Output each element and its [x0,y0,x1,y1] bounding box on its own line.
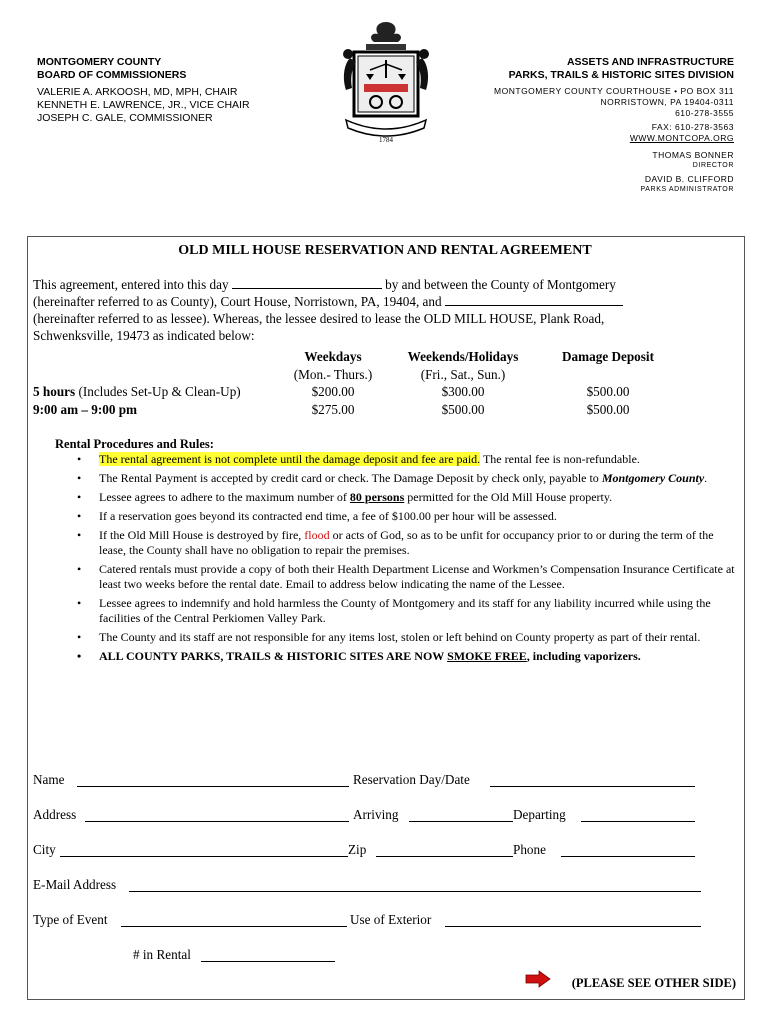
commissioner-1: VALERIE A. ARKOOSH, MD, MPH, CHAIR [37,86,238,98]
procedures-title: Rental Procedures and Rules: [55,437,214,451]
website-link[interactable]: WWW.MONTCOPA.ORG [629,133,734,143]
svg-text:1784: 1784 [379,136,393,144]
email-label: E-Mail Address [33,877,117,892]
administrator-name: DAVID B. CLIFFORD [644,174,734,184]
name-field[interactable] [77,772,349,787]
commissioners-block [37,56,317,125]
departing-field[interactable] [581,807,695,822]
list-item: • The Rental Payment is accepted by credit card or check. The Damage Deposit by check only, payable to Montgomery County. [99,471,735,486]
phone-label: Phone [513,842,546,857]
weekdays-subheader: (Mon.- Thurs.) [293,366,373,382]
intro-line3: (hereinafter referred to as lessee). Whereas, the lessee desired to lease the OLD MILL HOUSE, Plank Road, [33,311,605,326]
deposit-header: Damage Deposit [562,349,654,364]
commissioner-2: KENNETH E. LAWRENCE, JR., VICE CHAIR [37,99,250,111]
weekends-subheader: (Fri., Sat., Sun.) [420,366,506,382]
list-item: • Lessee agrees to adhere to the maximum number of 80 persons permitted for the Old Mill House property. [99,490,735,505]
event-type-field[interactable] [121,912,347,927]
rental-procedures [55,437,735,668]
address-line2: NORRISTOWN, PA 19404-0311 [600,97,734,107]
right-arrow-icon [525,970,551,988]
dept-line2: PARKS, TRAILS & HISTORIC SITES DIVISION [508,69,734,81]
row1-label: 5 hours (Includes Set-Up & Clean-Up) [33,384,241,399]
director-title: DIRECTOR [692,162,734,169]
director-name: THOMAS BONNER [652,150,734,160]
agreement-title: OLD MILL HOUSE RESERVATION AND RENTAL AGREEMENT [178,243,592,258]
num-rental-label: # in Rental [133,947,191,962]
email-field[interactable] [129,877,701,892]
row2-label: 9:00 am – 9:00 pm [33,401,138,417]
dept-line1: ASSETS AND INFRASTRUCTURE [566,56,734,68]
arriving-field[interactable] [409,807,513,822]
city-field[interactable] [60,842,348,857]
intro-line1b: by and between the County of Montgomery [385,277,616,292]
lessee-name-field[interactable] [445,304,623,306]
address-line1: MONTGOMERY COUNTY COURTHOUSE • PO BOX 311 [494,86,734,96]
intro-line1a: This agreement, entered into this day [33,277,229,292]
row1-weekend-price: $300.00 [441,384,485,399]
arriving-label: Arriving [353,807,399,822]
address-label: Address [33,807,77,822]
weekends-header: Weekends/Holidays [407,349,519,364]
list-item: • Lessee agrees to indemnify and hold harmless the County of Montgomery and its staff for any liability incurred while using the facilities of the Central Perkiomen Valley Park. [99,596,735,626]
exterior-label: Use of Exterior [350,912,432,927]
org-name-line2: BOARD OF COMMISSIONERS [37,69,187,81]
commissioner-3: JOSEPH C. GALE, COMMISSIONER [37,112,213,124]
city-label: City [33,842,56,857]
departing-label: Departing [513,807,566,822]
list-item: • Catered rentals must provide a copy of both their Health Department License and Workmen’s Compensation Insurance Certificate at least two weeks before the rental date. Email to address below indicating the name of the Lessee. [99,562,735,592]
department-block [414,56,734,194]
phone-field[interactable] [561,842,695,857]
num-rental-field[interactable] [201,947,335,962]
name-label: Name [33,772,65,787]
org-name-line1: MONTGOMERY COUNTY [37,56,162,68]
phone-number: 610-278-3555 [675,108,734,118]
list-item: • The County and its staff are not responsible for any items lost, stolen or left behind on County property as part of their rental. [99,630,735,645]
row1-deposit: $500.00 [586,384,630,399]
agreement-date-field[interactable] [232,287,382,289]
row2-deposit: $500.00 [586,401,630,417]
row2-weekday-price: $275.00 [311,401,355,417]
intro-line4: Schwenksville, 19473 as indicated below: [33,328,255,343]
agreement-intro [33,276,733,344]
zip-label: Zip [348,842,367,857]
list-item: • If the Old Mill House is destroyed by fire, flood or acts of God, so as to be unfit for occupancy prior to or during the term of the lease, the County shall have no obligation to repair the premises. [99,528,735,558]
exterior-field[interactable] [445,912,701,927]
list-item: • ALL COUNTY PARKS, TRAILS & HISTORIC SITES ARE NOW SMOKE FREE, including vaporizers. [99,649,735,664]
see-other-side-note: (PLEASE SEE OTHER SIDE) [571,976,736,990]
event-type-label: Type of Event [33,912,108,927]
zip-field[interactable] [376,842,513,857]
list-item: • The rental agreement is not complete until the damage deposit and fee are paid. The rental fee is non-refundable. [99,452,735,467]
list-item: • If a reservation goes beyond its contracted end time, a fee of $100.00 per hour will be assessed. [99,509,735,524]
row2-weekend-price: $500.00 [441,401,485,417]
reservation-date-field[interactable] [490,772,695,787]
intro-line2: (hereinafter referred to as County), Court House, Norristown, PA, 19404, and [33,294,442,309]
weekdays-header: Weekdays [304,349,362,364]
address-field[interactable] [85,807,349,822]
row1-weekday-price: $200.00 [311,384,355,399]
fax-number: FAX: 610-278-3563 [651,122,734,132]
reservation-date-label: Reservation Day/Date [353,772,470,787]
procedures-list [55,452,735,664]
administrator-title: PARKS ADMINISTRATOR [640,186,734,193]
